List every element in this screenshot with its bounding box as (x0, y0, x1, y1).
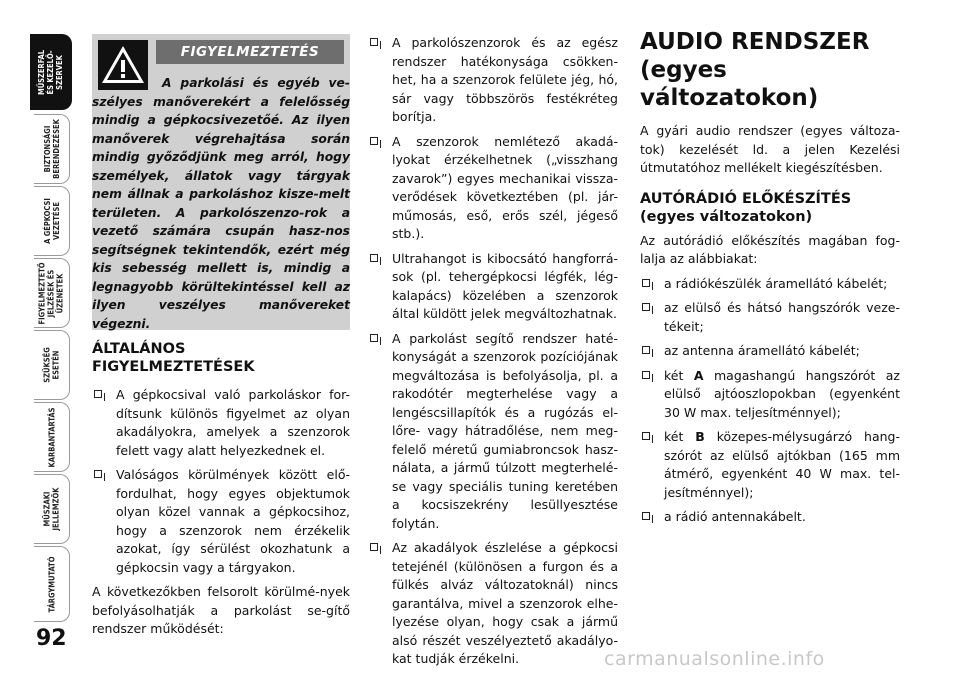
list-item-text: A parkolószenzorok és az egész rendszer hatékonysága csökken-het, ha a szenzorok felülete jég, hó, sár vagy többszörös festékréteg borítja. (392, 35, 618, 124)
tab-biztonsagi[interactable] (34, 114, 70, 184)
warning-box (92, 34, 350, 330)
sub-intro-paragraph: Az autórádió előkészítés magában fog-lalja az alábbiakat: (640, 232, 900, 266)
tab-label: FIGYELMEZTETŐ JELZÉSEK ÉS ÜZENETEK (38, 261, 65, 325)
checkbox-bullet-icon (370, 38, 378, 46)
list-item-prefix: két (664, 429, 696, 444)
list-item (368, 250, 618, 324)
checkbox-bullet-icon (642, 371, 650, 379)
sub-heading-line: (egyes változatokon) (640, 208, 813, 225)
tab-szukseg[interactable] (34, 330, 70, 400)
checkbox-bullet-icon (94, 470, 102, 478)
list-item (640, 342, 900, 361)
list-item-text: az antenna áramellátó kábelét; (664, 343, 860, 358)
warning-text (92, 74, 350, 333)
list-item-text: A parkolást segítő rendszer haté-konyságát a szenzorok pozíciójának megváltozása is befolyásolja, pl. a rakodótér megterhelése vagy a lengéscsillapítók és a rugózás el-lőre- vagy hátradőlése, nem meg-felelő méretű gumiabroncsok hasz-nálata, a jármű túlzott megterhelé-se vagy speciális tuning keretében a kocsiszekrény lesüllyesztése folytán. (392, 330, 618, 531)
list-item (92, 386, 350, 460)
checkbox-bullet-icon (642, 279, 650, 287)
tab-label: A GÉPKOCSI VEZETÉSE (42, 198, 61, 244)
tab-muszaki[interactable] (34, 474, 70, 544)
list-item (640, 428, 900, 502)
column-audio-system (640, 28, 900, 533)
sensor-notes-list (368, 34, 618, 669)
sub-heading (640, 190, 900, 226)
checkbox-bullet-icon (642, 303, 650, 311)
checkbox-bullet-icon (94, 390, 102, 398)
intro-paragraph: A gyári audio rendszer (egyes változa-tok) kezelését ld. a jelen Kezelési útmutatóhoz mellékelt kiegészítésben. (640, 123, 900, 175)
title-line: (egyes változatokon) (640, 57, 819, 111)
list-item-text: a rádió antennakábelt. (664, 509, 806, 524)
checkbox-bullet-icon (642, 512, 650, 520)
tab-karbantartas[interactable] (34, 402, 70, 472)
list-item-text: Ultrahangot is kibocsátó hangforrá-sok (pl. tehergépkocsi légfék, lég-kalapács) közelében a szenzorok által küldött jelek megváltozhatnak. (392, 250, 618, 321)
tab-label: KARBANTARTÁS (47, 407, 56, 467)
list-item-text: a rádiókészülék áramellátó kábelét; (664, 275, 888, 291)
radio-prep-list (640, 275, 900, 527)
checkbox-bullet-icon (370, 543, 378, 551)
list-item (92, 466, 350, 577)
warning-body: A parkolási és egyéb ve-szélyes manőverekért a felelősség mindig a gépkocsivezetőé. Az ilyen manőverek végrehajtása során mindig győződjünk meg arról, hogy személyek, állatok vagy tárgyak nem állnak a parkoláshoz kisze-melt területen. A parkolószenzo-rok a vezető számára csupán hasz-nos segítségnek tekintendők, ezért még kis sebesség mellett is, mindig a legnagyobb körültekintéssel kell az ilyen veszélyes manővereket végezni. (92, 76, 350, 331)
list-item (368, 133, 618, 244)
tab-vezetes[interactable] (34, 186, 70, 256)
list-item (368, 539, 618, 669)
list-item (640, 275, 900, 294)
list-item-text: A gépkocsival való parkoláskor for-dítsunk különös figyelmet az olyan akadályokra, amelyek a szenzorok felett vagy alatt helyezkednek el. (116, 387, 350, 458)
tab-muszerfal[interactable] (30, 34, 72, 110)
checkbox-bullet-icon (370, 334, 378, 342)
speaker-code: A (693, 367, 704, 383)
page-number: 92 (36, 626, 67, 651)
checkbox-bullet-icon (370, 254, 378, 262)
list-item-text: magashangú hangszórót az elülső ajtóoszlopokban (egyenként 30 W max. teljesítménnyel); (664, 367, 900, 420)
tab-targymutato[interactable] (34, 546, 70, 622)
warning-heading: FIGYELMEZTETÉS (156, 40, 344, 64)
tab-label: MŰSZAKI JELLEMZŐK (42, 487, 61, 531)
checkbox-bullet-icon (642, 346, 650, 354)
list-item (640, 367, 900, 423)
tab-label: MŰSZERFAL ÉS KEZELŐ- SZERVEK (37, 49, 64, 95)
list-item-text: A szenzorok nemlétező akadá-lyokat érzékelhetnek („visszhang zavarok”) egyes mechanikai vissza-verődések következtében (pl. jár-műmosás, eső, erős szél, jégeső stb.). (392, 133, 618, 241)
list-item (368, 34, 618, 127)
section-heading: ÁLTALÁNOS FIGYELMEZTETÉSEK (92, 341, 255, 375)
list-item-text: közepes-mélysugárzó hang-szórót az elülső ajtókban (165 mm átmérő, egyenként 40 W max. tel-jesítménnyel); (664, 429, 900, 500)
general-warnings-list (92, 386, 350, 577)
column-sensor-notes (368, 34, 618, 675)
checkbox-bullet-icon (642, 432, 650, 440)
tab-label: TÁRGYMUTATÓ (47, 556, 56, 612)
list-item-text: Valóságos körülmények között elő-fordulhat, hogy egyes objektumok olyan közel vannak a gépkocsihoz, hogy a szenzorok nem érzékelik azokat, így sérülést okozhatunk a gépkocsin vagy a tárgyakon. (116, 467, 350, 575)
list-item-text: Az akadályok észlelése a gépkocsi tetejénél (különösen a furgon és a fülkés alváz változatoknál) nincs garantálva, mivel a szenzorok elhe-lyezése olyan, hogy csak a jármű alsó részét veszélyeztető akadályo-kat tudják érzékelni. (392, 540, 618, 666)
list-item (640, 508, 900, 527)
column-general-warnings (92, 340, 350, 645)
checkbox-bullet-icon (370, 137, 378, 145)
title-line: AUDIO RENDSZER (640, 29, 870, 55)
speaker-code: B (695, 429, 705, 444)
watermark: carmanualsonline.info (604, 648, 825, 670)
paragraph: A következőkben felsorolt körülmé-nyek befolyásolhatják a parkolást se-gítő rendszer működését: (92, 584, 350, 636)
list-item (368, 330, 618, 534)
list-item-prefix: két (664, 367, 694, 383)
list-item-text: az elülső és hátsó hangszórók veze-tékeit; (664, 300, 900, 334)
page-title (640, 28, 900, 112)
list-item (640, 299, 900, 336)
sub-heading-line: AUTÓRÁDIÓ ELŐKÉSZÍTÉS (640, 190, 852, 207)
tab-label: BIZTONSÁGI BERENDEZÉSEK (42, 119, 61, 179)
tab-figyelmezteto[interactable] (34, 258, 70, 328)
tab-label: SZÜKSÉG ESETÉN (42, 347, 61, 383)
